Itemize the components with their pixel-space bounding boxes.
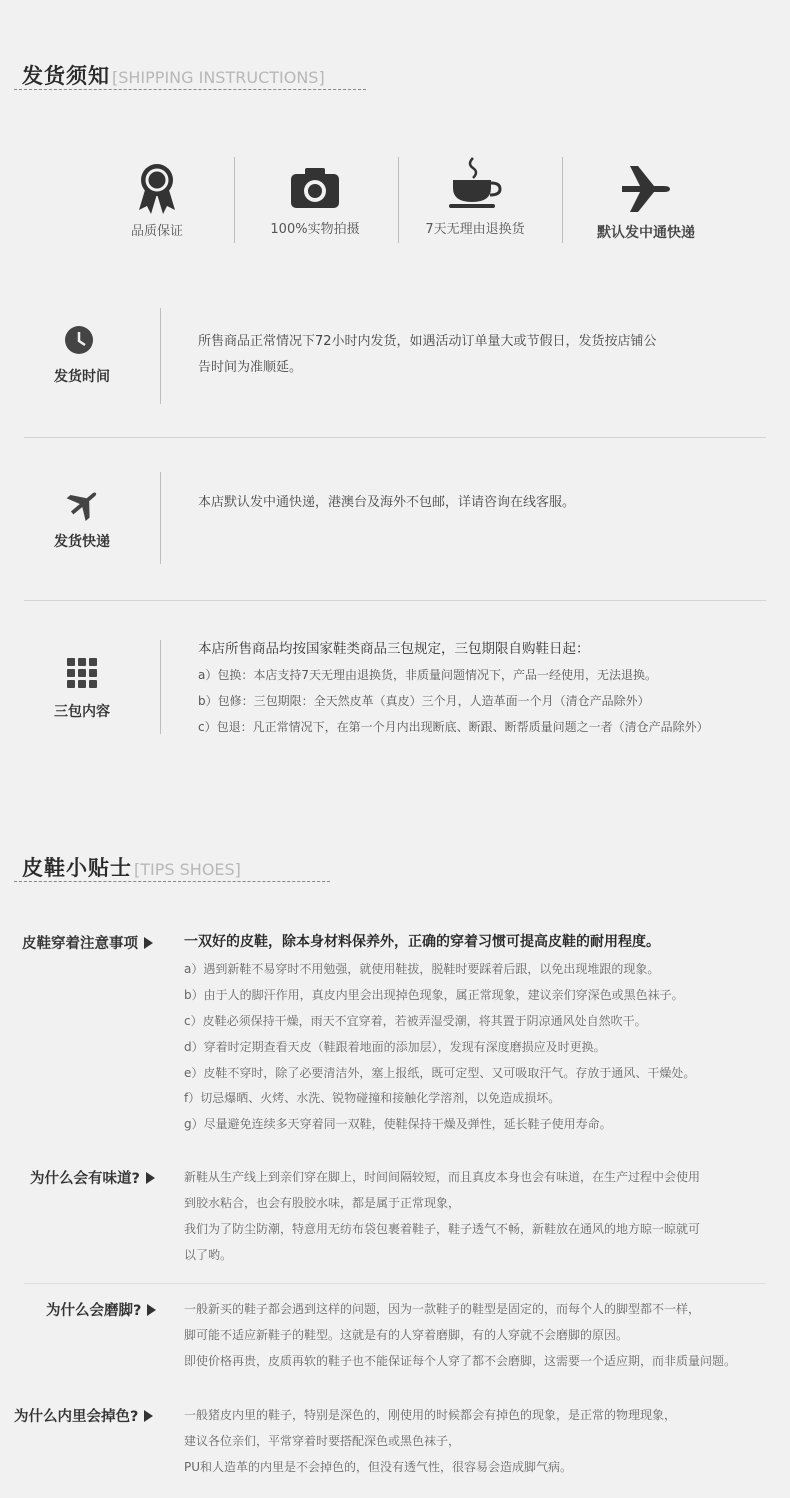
- shipping-title-zh: 发货须知: [22, 64, 110, 88]
- real-photo-item: [250, 166, 380, 237]
- tip-line: e）皮鞋不穿时，除了必要清洁外，塞上报纸，既可定型、又可吸取汗气。存放于通风、干燥处。: [184, 1066, 696, 1080]
- shipping-time-label: 发货时间: [54, 369, 110, 385]
- tip-head-smell: 为什么会有味道?: [30, 1167, 155, 1188]
- shipping-section-title: [22, 60, 325, 90]
- three-guarantees-lead: 本店所售商品均按国家鞋类商品三包规定，三包期限自购鞋日起：: [198, 641, 590, 657]
- divider: [160, 640, 161, 734]
- shipping-time-text: 所售商品正常情况下72小时内发货，如遇活动订单量大或节假日，发货按店铺公 告时间为准顺延。: [198, 334, 657, 375]
- tips-title-en: [TIPS SHOES]: [134, 860, 241, 879]
- tip-line: 新鞋从生产线上到亲们穿在脚上，时间间隔较短，而且真皮本身也会有味道，在生产过程中会使用: [184, 1170, 701, 1184]
- tip-line: 我们为了防尘防潮，特意用无纺布袋包裹着鞋子，鞋子透气不畅，新鞋放在通风的地方晾一晾就可: [184, 1222, 701, 1236]
- tips-title-zh: 皮鞋小贴士: [22, 856, 132, 880]
- icon-label: 100%实物拍摄: [270, 222, 360, 237]
- triangle-arrow-icon: [144, 1410, 153, 1422]
- three-guarantees-label: 三包内容: [54, 704, 110, 720]
- tip-lead-wearing: 一双好的皮鞋，除本身材料保养外，正确的穿着习惯可提高皮鞋的耐用程度。: [184, 934, 660, 950]
- row-separator: [24, 600, 766, 601]
- tip-head-fading: 为什么内里会掉色?: [14, 1405, 153, 1426]
- tip-line: 到胶水粘合，也会有股胶水味，都是属于正常现象，: [184, 1196, 461, 1210]
- ribbon-award-icon: [137, 162, 177, 216]
- row-separator: [24, 1283, 766, 1284]
- tip-line: g）尽量避免连续多天穿着同一双鞋，使鞋保持干燥及弹性，延长鞋子使用寿命。: [184, 1117, 612, 1131]
- tips-title-underline: [14, 881, 330, 882]
- tip-line: 即使价格再贵，皮质再软的鞋子也不能保证每个人穿了都不会磨脚，这需要一个适应期，而非质量问题。: [184, 1354, 737, 1368]
- grid-icon: [67, 658, 97, 692]
- triangle-arrow-icon: [146, 1172, 155, 1184]
- seven-day-return-item: [410, 154, 540, 237]
- divider: [562, 157, 563, 243]
- shipping-title-en: [SHIPPING INSTRUCTIONS]: [112, 68, 325, 87]
- triangle-arrow-icon: [147, 1304, 156, 1316]
- icon-label: 品质保证: [130, 224, 183, 239]
- tip-line: 以了哟。: [184, 1248, 233, 1262]
- airplane-icon: [618, 164, 674, 214]
- divider: [398, 157, 399, 243]
- default-courier-item: [578, 164, 714, 242]
- tip-line: d）穿着时定期查看天皮（鞋跟着地面的添加层），发现有深度磨损应及时更换。: [184, 1040, 606, 1054]
- shipping-title-underline: [14, 89, 366, 90]
- icon-label: 默认发中通快递: [597, 225, 695, 241]
- airplane-icon: [66, 486, 102, 524]
- courier-text: 本店默认发中通快递，港澳台及海外不包邮，详请咨询在线客服。: [198, 495, 576, 510]
- camera-icon: [289, 166, 341, 210]
- tip-line: a）遇到新鞋不易穿时不用勉强，就使用鞋拔，脱鞋时要踩着后跟，以免出现堆跟的现象。: [184, 962, 660, 976]
- clock-icon: [64, 325, 94, 359]
- three-guarantees-lines: a）包换：本店支持7天无理由退换货，非质量问题情况下，产品一经使用，无法退换。 b）包修：三包期限：全天然皮革（真皮）三个月，人造革面一个月（清仓产品除外） c）包退：凡正常情况下，在第一个月内出现断底、断跟、断帮质量问题之一者（清仓产品除外）: [198, 668, 709, 734]
- icon-label: 7天无理由退换货: [425, 222, 525, 237]
- divider: [160, 472, 161, 564]
- tip-line: b）由于人的脚汗作用，真皮内里会出现掉色现象，属正常现象，建议亲们穿深色或黑色袜子。: [184, 988, 684, 1002]
- divider: [160, 308, 161, 404]
- tip-line: f）切忌爆晒、火烤、水洗、锐物碰撞和接触化学溶剂，以免造成损坏。: [184, 1091, 561, 1105]
- tip-head-wearing: 皮鞋穿着注意事项: [22, 932, 153, 953]
- quality-guarantee-item: [92, 162, 222, 239]
- tip-line: 脚可能不适应新鞋子的鞋型。这就是有的人穿着磨脚，有的人穿就不会磨脚的原因。: [184, 1328, 629, 1342]
- courier-label: 发货快递: [54, 534, 110, 550]
- coffee-cup-icon: [445, 154, 505, 210]
- tip-head-rubbing: 为什么会磨脚?: [46, 1299, 156, 1320]
- tip-line: PU和人造革的内里是不会掉色的，但没有透气性，很容易会造成脚气病。: [184, 1460, 573, 1474]
- tip-line: 一般猪皮内里的鞋子，特别是深色的，刚使用的时候都会有掉色的现象，是正常的物理现象，: [184, 1408, 677, 1422]
- row-separator: [24, 437, 766, 438]
- tips-section-title: [22, 852, 241, 882]
- tip-line: 建议各位亲们，平常穿着时要搭配深色或黑色袜子，: [184, 1434, 461, 1448]
- tip-line: c）皮鞋必须保持干燥，雨天不宜穿着，若被弄湿受潮，将其置于阴凉通风处自然吹干。: [184, 1014, 647, 1028]
- tip-line: 一般新买的鞋子都会遇到这样的问题，因为一款鞋子的鞋型是固定的，而每个人的脚型都不一样，: [184, 1302, 701, 1316]
- triangle-arrow-icon: [144, 937, 153, 949]
- divider: [234, 157, 235, 243]
